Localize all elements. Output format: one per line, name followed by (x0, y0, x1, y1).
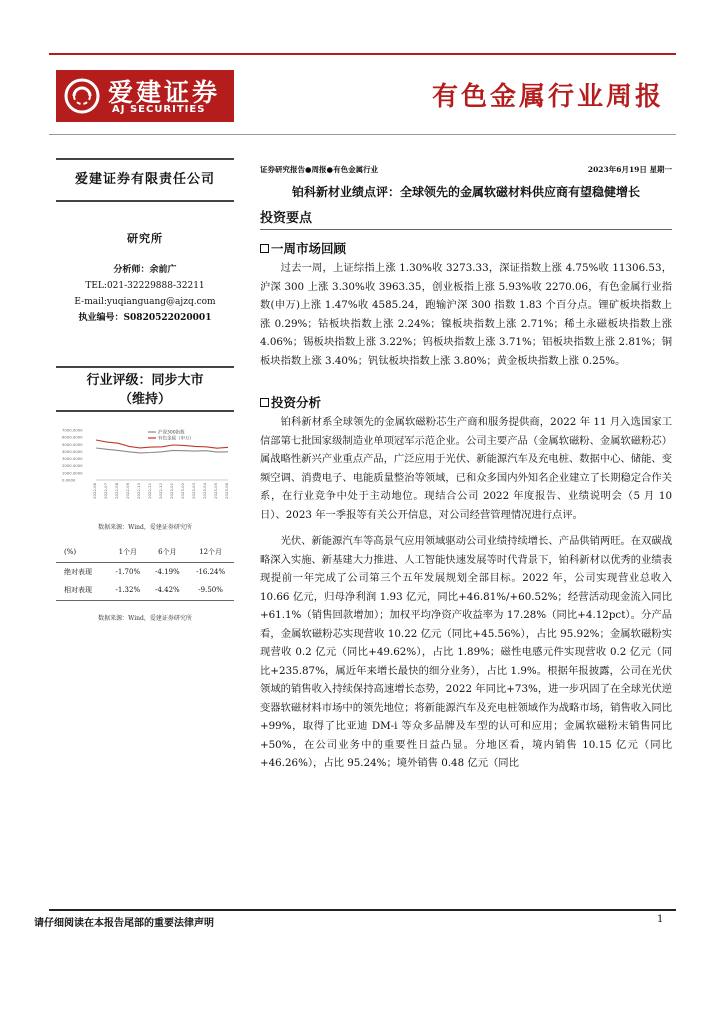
license-number: S0820522020001 (123, 313, 212, 323)
company-name: 爱建证券有限责任公司 (56, 158, 234, 202)
x-tick-label: 2022-09 (125, 483, 130, 499)
section-title: 投资分析 (271, 395, 322, 410)
legal-disclaimer-note: 请仔细阅读在本报告尾部的重要法律声明 (34, 918, 214, 929)
section-title: 一周市场回顾 (271, 241, 347, 256)
sidebar (56, 158, 234, 622)
x-tick-label: 2022-11 (147, 483, 152, 499)
table-header-cell: 6个月 (158, 548, 177, 557)
report-date: 2023年6月19日 星期一 (587, 165, 672, 174)
logo-emblem-icon (64, 78, 100, 114)
table-header-cell: (%) (64, 548, 77, 557)
license-line (56, 310, 234, 326)
rating-line: 行业评级：同步大市 (86, 373, 204, 388)
table-cell: -4.42% (155, 586, 180, 595)
footer-rule (49, 909, 676, 911)
x-tick-label: 2022-12 (158, 483, 163, 499)
research-dept: 研究所 (127, 232, 163, 245)
page-number: 1 (657, 914, 664, 925)
y-tick-label: 1000.0000 (62, 470, 83, 476)
paragraph: 铂科新材系全球领先的金属软磁粉芯生产商和服务提供商，2022 年 11 月入选国家工信部第七批国家级制造业单项冠军示范企业。公司主要产品（金属软磁粉、金属软磁粉芯）属战略性新兴产业重点产品，广泛应用于光伏、新能源汽车及充电桩、数据中心、储能、变频空调、消费电子、电能质量整治等领域，已和众多国内外知名企业建立了长期稳定合作关系，在行业竞争中处于主动地位。现结合公司 2022 年度报告、业绩说明会（5 月 10 日）、2023 年一季报等有关公开信息，对公司经营管理情况进行点评。 (260, 416, 672, 521)
table-cell: -16.24% (196, 567, 226, 576)
legend-label: 沪深300指数 (158, 430, 185, 436)
x-tick-label: 2022-10 (136, 483, 141, 499)
rating-status: （维持） (118, 392, 171, 407)
x-tick-label: 2023-02 (180, 483, 185, 499)
analyst-tel: TEL:021-32229888-32211 (85, 281, 205, 291)
industry-rating (56, 366, 234, 412)
report-headline: 铂科新材业绩点评：全球领先的金属软磁材料供应商有望稳健增长 (291, 185, 640, 199)
analyst-email: E-mail:yuqianguang@ajzq.com (74, 297, 216, 307)
x-tick-label: 2023-06 (224, 483, 229, 499)
y-tick-label: 5000.0000 (62, 441, 83, 447)
y-tick-label: 3000.0000 (62, 456, 83, 462)
table-cell: 绝对表现 (64, 567, 92, 576)
report-category: 证券研究报告●周报●有色金属行业 (260, 165, 379, 174)
table-header-cell: 1个月 (118, 548, 138, 557)
paragraph: 过去一周，上证综指上涨 1.30%收 3273.33，深证指数上涨 4.75%收 11306.53，沪深 300 上涨 3.30%收 3963.35，创业板指上涨 5.93%收 2270.06，有色金属行业指数(申万)上涨 1.47%收 4585.24，跑输沪深 300 指数 1.83 个百分点。锂矿板块指数上涨 0.29%；钴板块指数上涨 2.24%；镍板块指数上涨 2.71%；稀土永磁板块指数上涨 4.06%；锡板块指数上涨 3.22%；钨板块指数上涨 3.71%；铝板块指数上涨 2.81%；铜板块指数上涨 3.40%；钒钛板块指数上涨 3.80%；黄金板块指数上涨 0.25%。 (260, 262, 672, 367)
x-tick-label: 2022-08 (114, 483, 119, 499)
table-cell: -9.50% (198, 586, 223, 595)
x-tick-label: 2023-03 (191, 483, 196, 499)
investment-heading: 投资要点 (260, 207, 672, 230)
analyst-label: 分析师： (113, 265, 150, 275)
top-rule (49, 53, 676, 55)
y-tick-label: 2000.0000 (62, 463, 83, 469)
analyst-info (56, 262, 234, 326)
series-line (96, 448, 228, 453)
section-heading-market-review (260, 239, 672, 258)
logo-english-text: AJ SECURITIES (112, 104, 206, 115)
logo-chinese-text: 爱建证券 (108, 78, 221, 107)
x-tick-label: 2022-06 (92, 483, 97, 499)
analyst-name: 余前广 (149, 265, 177, 275)
table-cell: -1.32% (115, 586, 141, 595)
report-meta (260, 164, 672, 178)
main-content (260, 164, 672, 773)
analyst-line (56, 262, 234, 278)
checkbox-bullet-icon (260, 398, 269, 407)
section-heading-investment-analysis (260, 393, 672, 412)
x-tick-label: 2023-01 (169, 483, 174, 499)
y-tick-label: 4000.0000 (62, 448, 83, 454)
performance-table (56, 543, 234, 601)
x-tick-label: 2022-07 (103, 483, 108, 499)
y-tick-label: 6000.0000 (62, 434, 83, 440)
y-tick-label: 7000.0000 (62, 427, 83, 433)
company-logo (56, 70, 234, 122)
table-header-row (56, 543, 234, 562)
chart-source: 数据来源：Wind，爱建证券研究所 (98, 524, 192, 531)
x-tick-label: 2023-04 (202, 483, 207, 499)
header-rule (49, 134, 676, 135)
legend-label: 有色金属（申万） (158, 436, 194, 442)
checkbox-bullet-icon (260, 244, 269, 253)
table-cell: -1.70% (115, 567, 141, 576)
license-label: 执业编号： (78, 313, 124, 323)
table-source: 数据来源：Wind，爱建证券研究所 (98, 614, 192, 622)
index-chart-svg (56, 422, 234, 512)
table-cell: 相对表现 (64, 586, 92, 595)
paragraph: 光伏、新能源汽车等高景气应用领域驱动公司业绩持续增长、产品供销两旺。在双碳战略深入实施、新基建大力推进、人工智能快速发展等时代背景下，铂科新材以优秀的业绩表现提前一年完成了公司第三个五年发展规划全部目标。2022 年，公司实现营业总收入 10.66 亿元，归母净利润 1.93 亿元，同比+46.81%/+60.52%；经营活动现金流入同比+61.1%（销售回款增加）；加权平均净资产收益率为 17.28%（同比+4.12pct）。分产品看，金属软磁粉芯实现营收 10.22 亿元（同比+45.56%），占比 95.92%；金属软磁粉实现营收 0.2 亿元（同比+49.62%），占比 1.89%；磁性电感元件实现营收 0.2 亿元（同比+235.87%，属近年来增长最快的细分业务），占比 1.9%。根据年报披露，公司在光伏领域的销售收入持续保持高速增长态势，2022 年同比+73%，进一步巩固了在全球光伏逆变器软磁材料市场中的领先地位；将新能源汽车及充电桩领域作为战略市场，销售收入同比+99%，取得了比亚迪 DM-i 等众多品牌及车型的认可和应用；金属软磁粉末销售同比+50%，在公司业务中的重要性日益凸显。分地区看，境内销售 10.15 亿元（同比+46.26%），占比 95.24%；境外销售 0.48 亿元（同比 (260, 535, 672, 769)
y-tick-label: 0.0000 (62, 477, 76, 483)
table-cell: -4.19% (155, 567, 180, 576)
table-header-cell: 12个月 (199, 548, 223, 557)
table-row (56, 581, 234, 600)
x-tick-label: 2023-05 (213, 483, 218, 499)
report-title: 有色金属行业周报 (431, 82, 664, 112)
index-chart (56, 422, 234, 512)
table-row (56, 562, 234, 581)
